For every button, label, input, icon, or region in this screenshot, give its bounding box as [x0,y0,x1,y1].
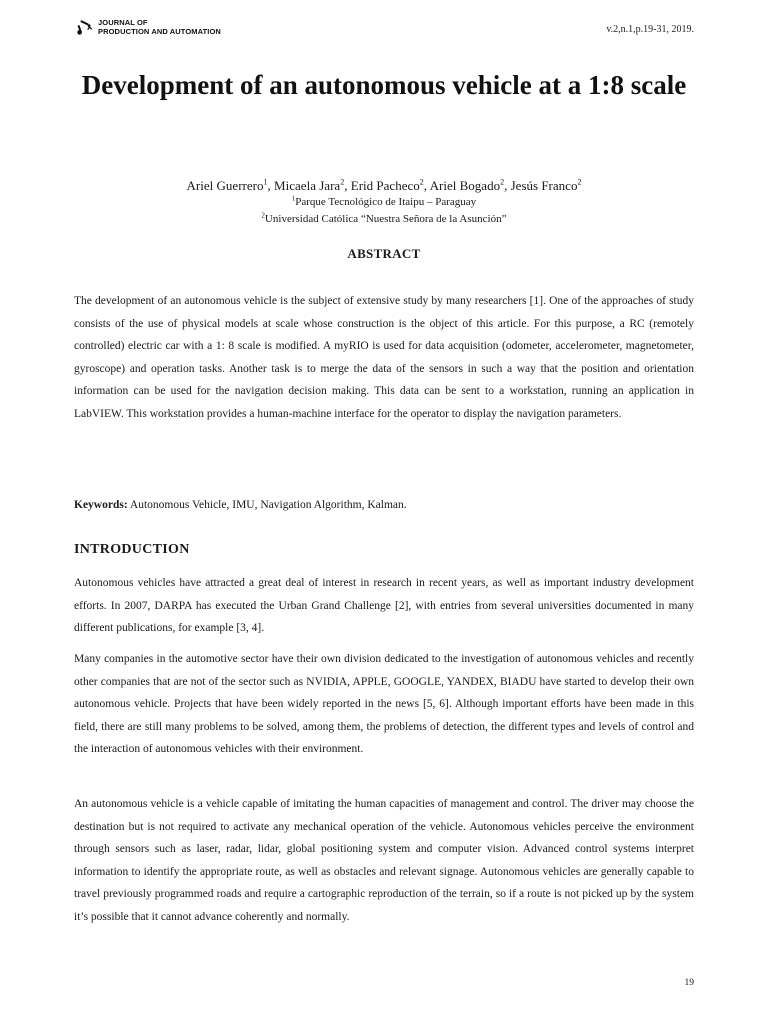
keywords [74,494,694,517]
citation: v.2,n.1,p.19-31, 2019. [606,24,694,35]
page-header [76,18,694,42]
robot-arm-icon [76,18,94,36]
affiliation-2: $^2$Universidad Católica “Nuestra Señora de la Asunción” [261,212,507,225]
keywords-text: Autonomous Vehicle, IMU, Navigation Algorithm, Kalman. [127,499,407,511]
abstract-heading: ABSTRACT [347,246,421,261]
abstract-text: The development of an autonomous vehicle is the subject of extensive study by many researchers [1]. One of the approaches of study consists of the use of physical models at scale whose construction is the object of this article. For this purpose, a RC (remotely controlled) electric car with a 1: 8 scale is modified. A myRIO is used for data acquisition (odometer, accelerometer, magnetometer, gyroscope) and operation tasks. Another task is to merge the data of the sensors in such a way that the position and orientation information can be used for the navigation decision making. This data can be sent to a workstation, running an application in LabVIEW. This workstation provides a human-machine interface for the operator to display the navigation parameters. [74,295,694,420]
keywords-label: Keywords: [74,499,128,511]
page-number: 19 [684,978,694,988]
intro-paragraph-1: Autonomous vehicles have attracted a great deal of interest in research in recent years, as well as important industry development efforts. In 2007, DARPA has executed the Urban Grand Challenge [2], with entries from several universities documented in many different publications, for example [3, 4]. [74,577,694,635]
journal-name-line1: JOURNAL OF [98,18,148,27]
introduction-heading: INTRODUCTION [74,542,190,557]
intro-paragraph-3: An autonomous vehicle is a vehicle capable of imitating the human capacities of management and control. The driver may choose the destination but is not required to activate any mechanical operation of the vehicle. Autonomous vehicles perceive the environment through sensors such as laser, radar, lidar, global positioning system and computer vision. Advanced control systems interpret information to identify the appropriate route, as well as obstacles and relevant signage. Autonomous vehicles are generally capable to travel previously programmed roads and require a cartographic reproduction of the terrain, so if a route is not picked up by the system it’s possible that it cannot advance coherently and normally. [74,798,694,923]
paper-title: Development of an autonomous vehicle at a 1:8 scale [81,70,687,100]
journal-logo [76,18,221,36]
author-list: Ariel Guerrero$^1$, Micaela Jara$^2$, Erid Pacheco$^2$, Ariel Bogado$^2$, Jesús Franco$^2$ [186,177,582,193]
journal-name-line2: PRODUCTION AND AUTOMATION [98,27,221,36]
affiliation-1: $^1$Parque Tecnológico de Itaipu – Paraguay [291,195,477,208]
intro-paragraph-2: Many companies in the automotive sector have their own division dedicated to the investigation of autonomous vehicles and recently other companies that are not of the sector such as NVIDIA, APPLE, GOOGLE, YANDEX, BIADU have started to develop their own autonomous vehicle. Projects that have been widely reported in the news [5, 6]. Although important efforts have been made in this field, there are still many problems to be solved, among them, the problems of detection, the different types and levels of control and the interaction of autonomous vehicles with their environment. [74,653,694,756]
